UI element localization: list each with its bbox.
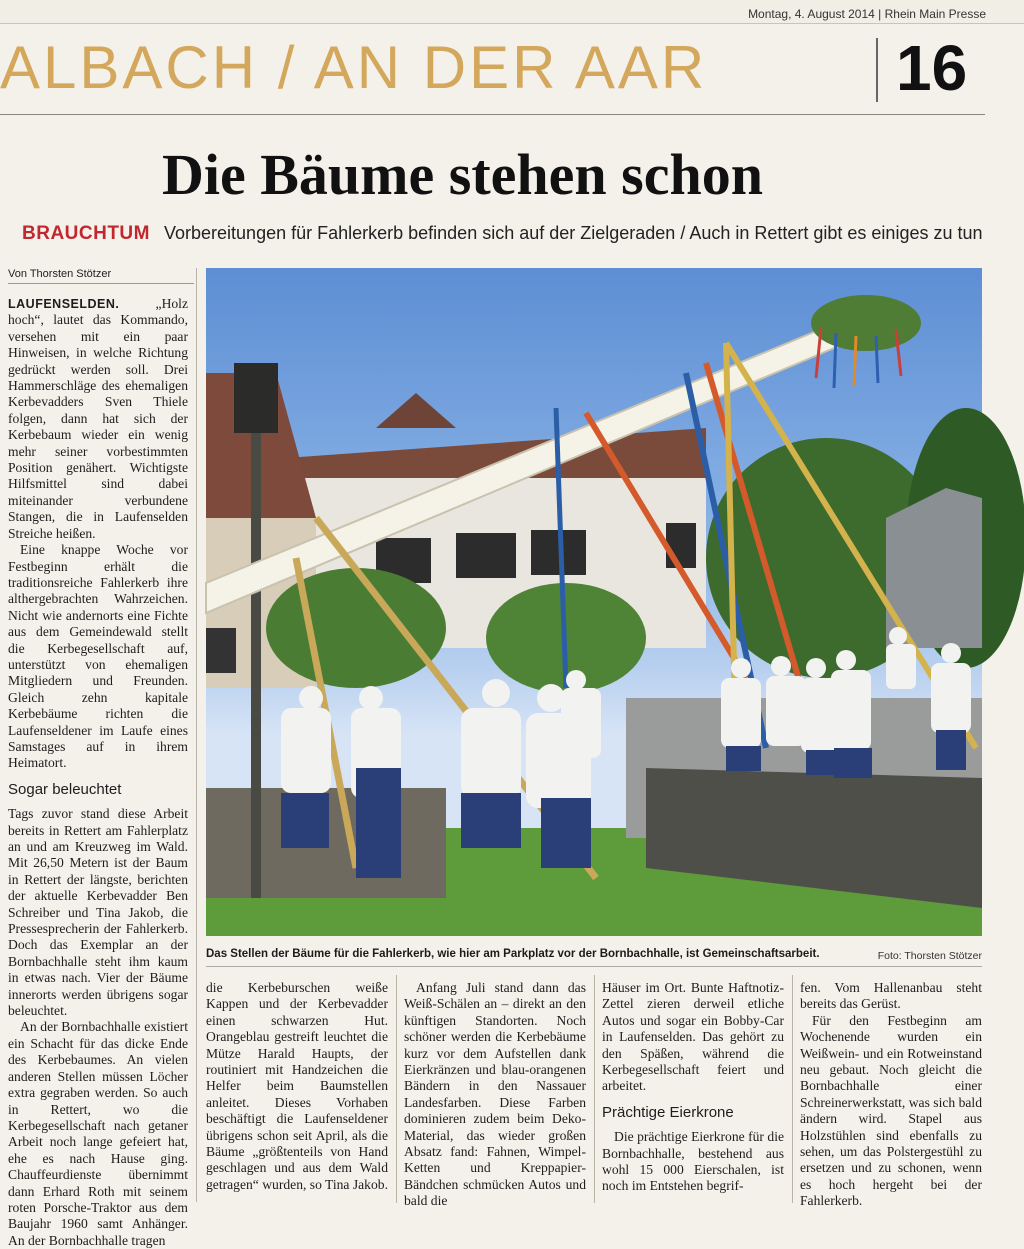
paragraph: Für den Festbeginn am Wochenende wurden ein Weißwein- und ein Rotweinstand neu gebaut. Noch gleicht die Bornbachhalle einer Schreinerwerkstatt, was sich bald ändern wird. Stapel aus Holzstühlen sind ebenfalls zu sehen, um das Polstergestühl zu ersetzen und zu schonen, wenn es hoch hergeht bei der Fahlerkerb. bbox=[800, 1012, 982, 1209]
column-rule bbox=[594, 975, 595, 1203]
article-photo bbox=[206, 268, 982, 936]
paragraph: An der Bornbachhalle existiert ein Schacht für das dicke Ende des Kerbebaumes. An vielen anderen Stellen müssen Löcher extra gegraben werden. So auch in Rettert, wo die Kerbegesellschaft nach getaner Arbeit noch lange gefeiert hat, ehe es nach Hause ging. Chauffeurdienste übernimmt dann Erhard Roth mit seinem roten Porsche-Traktor aus dem Baujahr 1960 samt Anhänger. An der Bornbachhalle tragen bbox=[8, 1019, 188, 1248]
article-column-2 bbox=[206, 980, 388, 1193]
section-title: ALBACH / AN DER AAR bbox=[0, 34, 708, 101]
paragraph: fen. Vom Hallenanbau steht bereits das Gerüst. bbox=[800, 980, 982, 1012]
paragraph: Eine knappe Woche vor Festbeginn erhält die traditionsreiche Fahlerkerb ihre althergebrachten Wahrzeichen. Nicht wie andernorts eine Fichte aus dem Gemeindewald stellt die Kerbegesellschaft auf, unterstützt von ehemaligen Mitgliedern und Freunden. Gleich zehn kapitale Kerbebäume richten die Laufenseldener im Laufe eines Samstages auf in ihrem Heimatort. bbox=[8, 542, 188, 771]
article-column-4 bbox=[602, 980, 784, 1195]
paragraph: Die prächtige Eierkrone für die Bornbachhalle, bestehend aus wohl 15 000 Eierschalen, ist noch im Entstehen begrif- bbox=[602, 1129, 784, 1194]
subhead-sogar-beleuchtet: Sogar beleuchtet bbox=[8, 780, 122, 798]
rubric: BRAUCHTUM bbox=[22, 223, 150, 244]
page-number-divider bbox=[876, 38, 878, 102]
page-number: 16 bbox=[896, 32, 968, 104]
subheadline: Vorbereitungen für Fahlerkerb befinden sich auf der Zielgeraden / Auch in Rettert gibt es einiges zu tun bbox=[164, 223, 983, 243]
photo-caption: Das Stellen der Bäume für die Fahlerkerb, wie hier am Parkplatz vor der Bornbachhalle, ist Gemeinschaftsarbeit. bbox=[206, 948, 820, 960]
dateline: Montag, 4. August 2014 | Rhein Main Presse bbox=[748, 7, 986, 21]
article-column-1 bbox=[8, 296, 188, 1249]
photo-credit: Foto: Thorsten Stötzer bbox=[877, 950, 982, 962]
column-rule bbox=[792, 975, 793, 1203]
paragraph-text: „Holz hoch“, lautet das Kommando, versehen mit ein paar Hinweisen, in welche Richtung gedrückt werden soll. Drei Hammerschläge des ehemaligen Kerbevadders Sven Thiele folgen, dann hat sich der Kerbebaum wieder ein wenig mehr seiner vorbestimmten Position genähert. Wichtigste Hilfsmittel sind dabei miteinander verbundene Stangen, die in Laufenselden Streiche heißen. bbox=[8, 296, 188, 541]
headline: Die Bäume stehen schon bbox=[162, 142, 763, 207]
column-rule bbox=[196, 268, 197, 1202]
column-rule bbox=[396, 975, 397, 1203]
subhead-praechtige-eierkrone: Prächtige Eierkrone bbox=[602, 1103, 734, 1121]
caption-rule bbox=[206, 966, 982, 967]
paragraph: Anfang Juli stand dann das Weiß-Schälen an – direkt an den künftigen Standorten. Noch schöner werden die Kerbebäume kurz vor dem Aufstellen dank Eierkränzen und blau-orangenen Bändern in den Nassauer Landesfarben. Diese Farben dominieren zudem beim Deko-Material, das wieder großen Absatz fand: Fahnen, Wimpel-Ketten und Kreppapier-Bändchen schmücken Autos und bald die bbox=[404, 980, 586, 1209]
article-column-3 bbox=[404, 980, 586, 1210]
byline-rule bbox=[8, 283, 194, 284]
paragraph: die Kerbeburschen weiße Kappen und der Kerbevadder einen schwarzen Hut. Orangeblau gestreift leuchtet die Mütze Harald Haupts, der routiniert mit Handzeichen die Helfer beim Baumstellen anleitet. Dieses Vorhaben beschäftigt die Laufenseldener übrigens schon seit April, als die Bäume „größtenteils von Hand geschlagen und aus dem Wald getragen“ wurden, so Tina Jakob. bbox=[206, 980, 388, 1192]
photo-illustration bbox=[206, 268, 982, 936]
paragraph: Häuser im Ort. Bunte Haftnotiz-Zettel zieren derweil etliche Autos und sogar ein Bobby-Car in Laufenselden. Das gehört zu den Späßen, während die Kerbegesellschaft feiert und arbeitet. bbox=[602, 980, 784, 1094]
header-rule bbox=[0, 114, 985, 115]
article-column-5 bbox=[800, 980, 982, 1210]
byline: Von Thorsten Stötzer bbox=[8, 268, 112, 280]
dateline-place: LAUFENSELDEN. bbox=[8, 297, 120, 311]
paragraph bbox=[8, 296, 188, 542]
paragraph: Tags zuvor stand diese Arbeit bereits in Rettert am Fahlerplatz an und am Kreuzweg im Wald. Mit 26,50 Metern ist der Baum in Rettert der längste, berichten der aktuelle Kerbevadder Ben Schreiber und Tina Jakob, die Pressesprecherin der Fahlerkerb. Doch das Exemplar an der Bornbachhalle steht ihm kaum in etwas nach. Vier der Bäume innerorts werden übrigens sogar beleuchtet. bbox=[8, 806, 188, 1019]
